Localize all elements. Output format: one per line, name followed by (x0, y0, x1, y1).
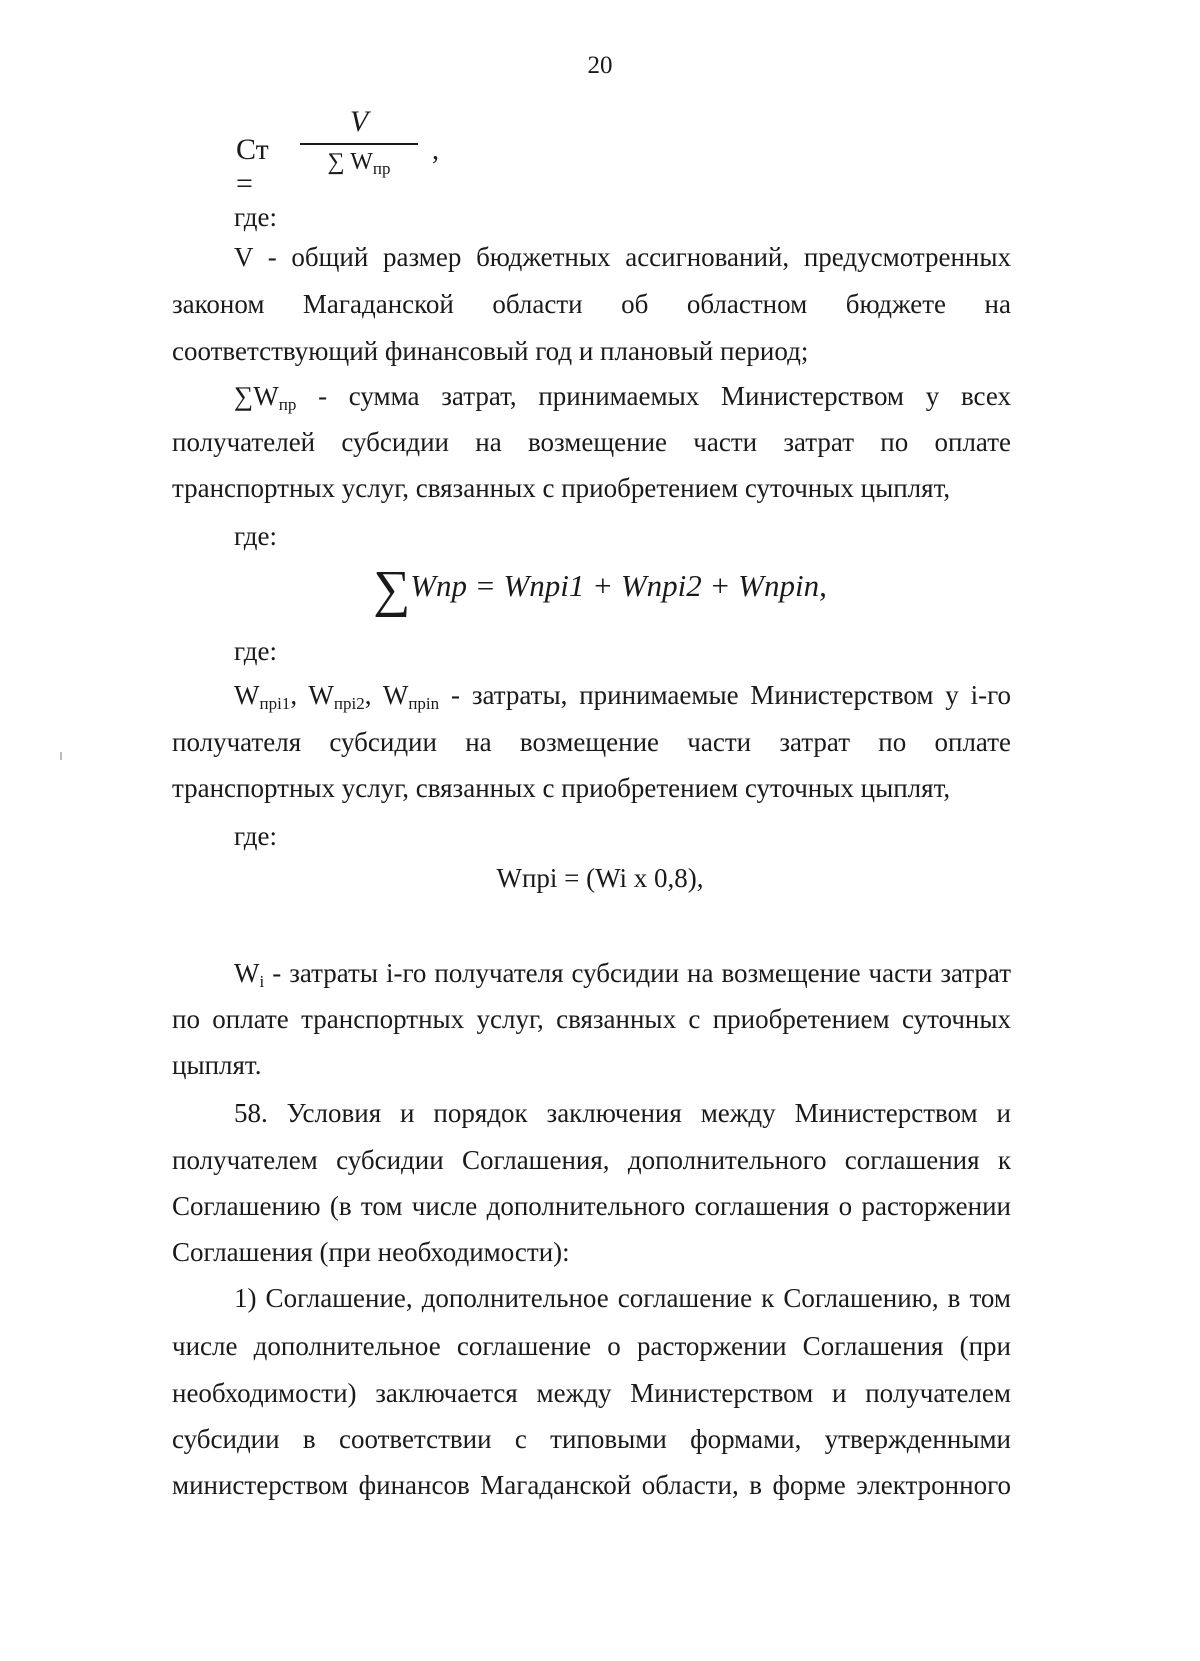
wnpi-definition-line-2: получателя субсидии на возмещение части затрат по оплате (172, 727, 1011, 757)
v-definition-line-2: законом Магаданской области об областном бюджете на (172, 289, 1011, 319)
subitem-1-line-2: числе дополнительное соглашение о расторжении Соглашения (при (172, 1331, 1011, 1361)
formula-ct-comma: , (432, 135, 439, 166)
formula-sum-wnp: ∑Wnp = Wnpi1 + Wnpi2 + Wnpin, (373, 561, 827, 618)
item-58-line-3: Соглашению (в том числе дополнительного соглашения о расторжении (172, 1191, 1011, 1221)
subitem-1-line-4: субсидии в соответствии с типовыми формами, утвержденными (172, 1424, 1011, 1454)
fraction-bar (300, 143, 418, 145)
wnpi-definition-line-3: транспортных услуг, связанных с приобретением суточных цыплят, (172, 773, 951, 803)
wi-definition-line-2: по оплате транспортных услуг, связанных с приобретением суточных (172, 1004, 1011, 1034)
sum-definition-line-3: транспортных услуг, связанных с приобретением суточных цыплят, (172, 473, 951, 503)
formula-ct-fraction (300, 105, 418, 176)
item-58-line-4: Соглашения (при необходимости): (172, 1237, 570, 1267)
formula-ct-lhs: Ст = (236, 133, 269, 200)
where-label: где: (234, 636, 277, 666)
wi-definition-line-3: цыплят. (172, 1050, 262, 1080)
v-definition-line-1: V - общий размер бюджетных ассигнований, предусмотренных (234, 242, 1011, 272)
formula-wnpi: Wпpi = (Wi x 0,8), (496, 863, 704, 893)
formula-ct-denominator: ∑ $W_{пр}$ (327, 149, 391, 178)
subitem-1-line-3: необходимости) заключается между Министерством и получателем (172, 1378, 1011, 1408)
item-58-line-1: 58. Условия и порядок заключения между Министерством и (234, 1098, 1011, 1128)
where-label: где: (234, 521, 277, 551)
scan-mark (60, 752, 62, 760)
v-definition-line-3: соответствующий финансовый год и плановый период; (172, 336, 809, 366)
item-58-line-2: получателем субсидии Соглашения, дополнительного соглашения к (172, 1145, 1011, 1175)
wnpi-definition-line-1: $W_{пpi1}$, $W_{пpi2}$, $W_{пpin}$ - затраты, принимаемые Министерством у i-го (234, 680, 1012, 713)
sum-definition-line-1: $\sum W_{пр}$ - сумма затрат, принимаемых Министерством у всех (234, 381, 1011, 414)
sum-definition-line-2: получателей субсидии на возмещение части затрат по оплате (172, 427, 1011, 457)
where-label: где: (234, 202, 277, 232)
wi-definition-line-1: $W_i$ - затраты i-го получателя субсидии на возмещение части затрат (234, 958, 1011, 991)
subitem-1-line-1: 1) Соглашение, дополнительное соглашение к Соглашению, в том (234, 1283, 1011, 1313)
formula-ct-numerator: V (349, 105, 369, 138)
subitem-1-line-5: министерством финансов Магаданской области, в форме электронного (172, 1470, 1011, 1500)
page-number: 20 (587, 52, 613, 79)
where-label: где: (234, 821, 277, 851)
